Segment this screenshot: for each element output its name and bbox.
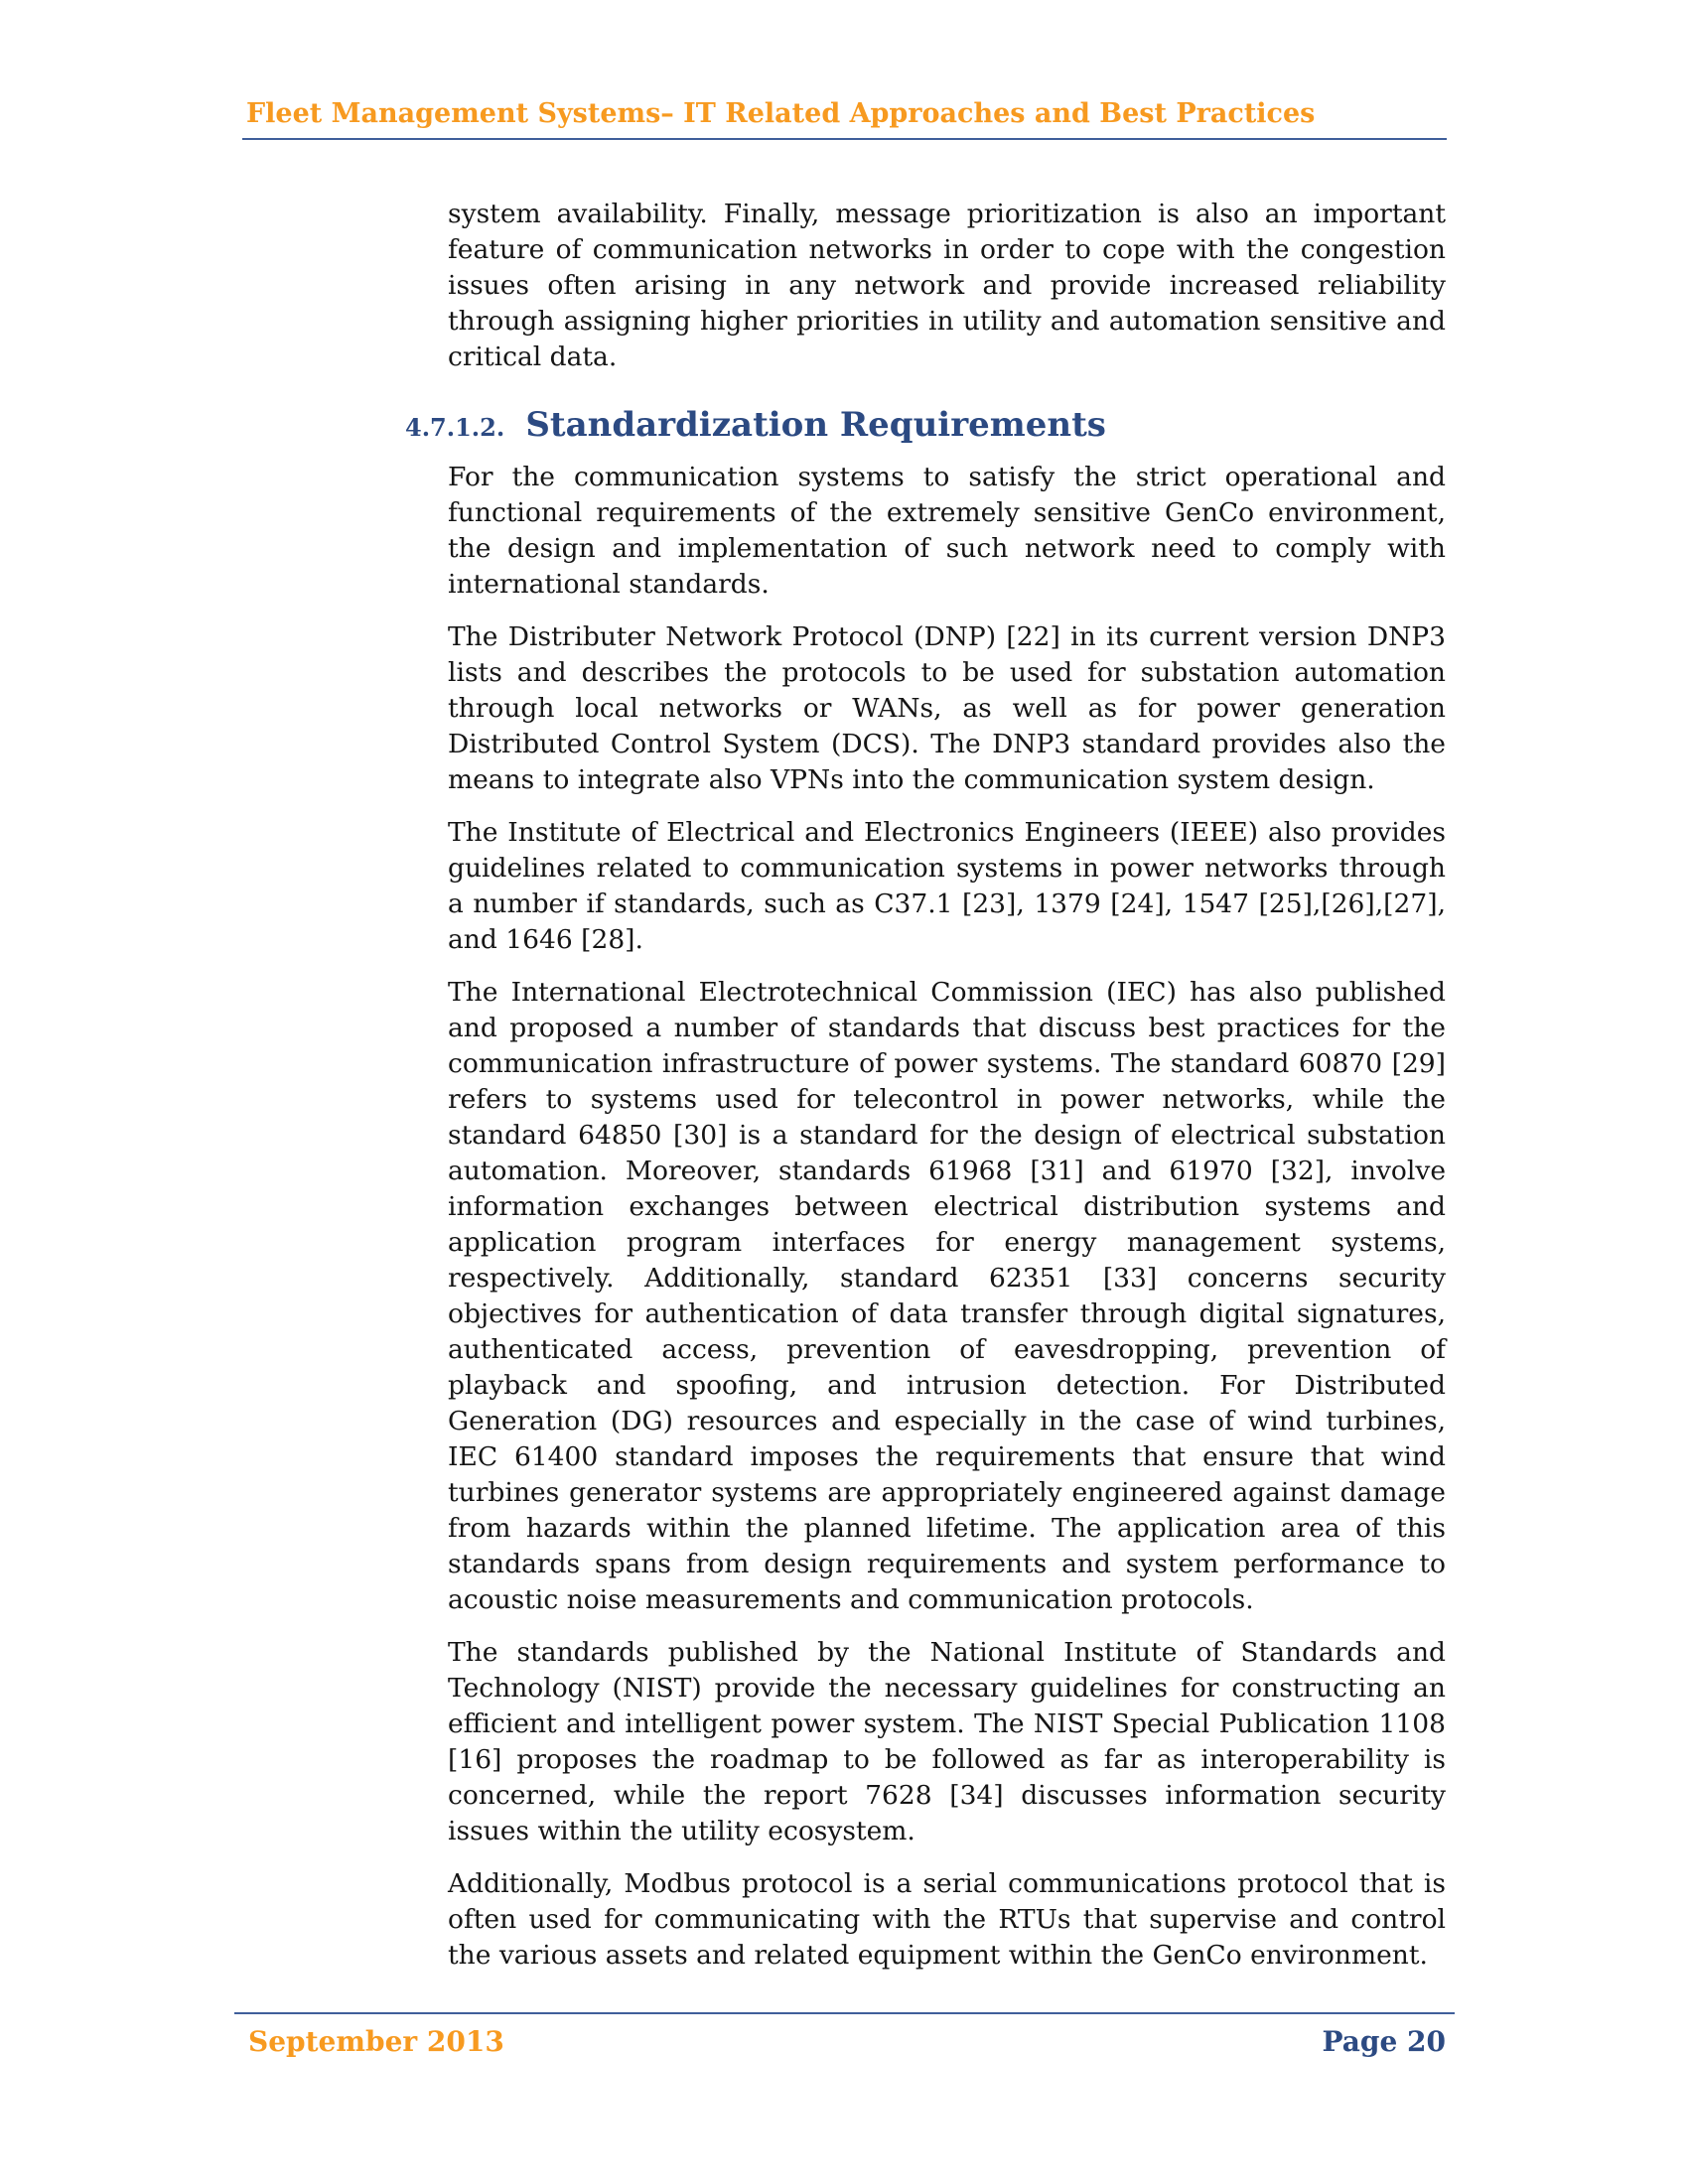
paragraph-dnp3: The Distributer Network Protocol (DNP) [22] in its current version DNP3 lists and describes the protocols to be used for substation automation through local networks or WANs, as well as for power generation Distributed Control System (DCS). The DNP3 standard provides also the means to integrate also VPNs into the communication system design. [448, 621, 1446, 795]
continued-text-block [448, 197, 1446, 375]
continued-paragraph: system availability. Finally, message prioritization is also an important feature of communication networks in order to cope with the congestion issues often arising in any network and provide increased reliability through assigning higher priorities in utility and automation sensitive and critical data. [448, 199, 1446, 372]
running-header-title: Fleet Management Systems– IT Related Approaches and Best Practices [246, 98, 1316, 129]
footer-date: September 2013 [248, 2025, 504, 2058]
paragraph-nist: The standards published by the National Institute of Standards and Technology (NIST) provide the necessary guidelines for constructing an efficient and intelligent power system. The NIST Special Publication 1108 [16] proposes the roadmap to be followed as far as interoperability is concerned, while the report 7628 [34] discusses information security issues within the utility ecosystem. [448, 1637, 1446, 1846]
section-body [448, 460, 1446, 1974]
section-heading [405, 405, 1497, 445]
header-divider [242, 138, 1447, 140]
section-number: 4.7.1.2. [405, 413, 505, 442]
paragraph-iec: The International Electrotechnical Commission (IEC) has also published and proposed a number of standards that discuss best practices for the communication infrastructure of power systems. The standard 60870 [29] refers to systems used for telecontrol in power networks, while the standard 64850 [30] is a standard for the design of electrical substation automation. Moreover, standards 61968 [31] and 61970 [32], involve information exchanges between electrical distribution systems and application program interfaces for energy management systems, respectively. Additionally, standard 62351 [33] concerns security objectives for authentication of data transfer through digital signatures, authenticated access, prevention of eavesdropping, prevention of playback and spoofing, and intrusion detection. For Distributed Generation (DG) resources and especially in the case of wind turbines, IEC 61400 standard imposes the requirements that ensure that wind turbines generator systems are appropriately engineered against damage from hazards within the planned lifetime. The application area of this standards spans from design requirements and system performance to acoustic noise measurements and communication protocols. [448, 977, 1446, 1615]
paragraph-compliance: For the communication systems to satisfy the strict operational and functional requirements of the extremely sensitive GenCo environment, the design and implementation of such network need to comply with international standards. [448, 462, 1446, 600]
paragraph-modbus: Additionally, Modbus protocol is a serial communications protocol that is often used for communicating with the RTUs that supervise and control the various assets and related equipment within the GenCo environment. [448, 1868, 1446, 1971]
section-title: Standardization Requirements [525, 405, 1106, 445]
page-number: Page 20 [1322, 2025, 1446, 2058]
paragraph-ieee: The Institute of Electrical and Electronics Engineers (IEEE) also provides guidelines related to communication systems in power networks through a number if standards, such as C37.1 [23], 1379 [24], 1547 [25],[26],[27], and 1646 [28]. [448, 817, 1446, 955]
footer-divider [234, 2012, 1455, 2014]
